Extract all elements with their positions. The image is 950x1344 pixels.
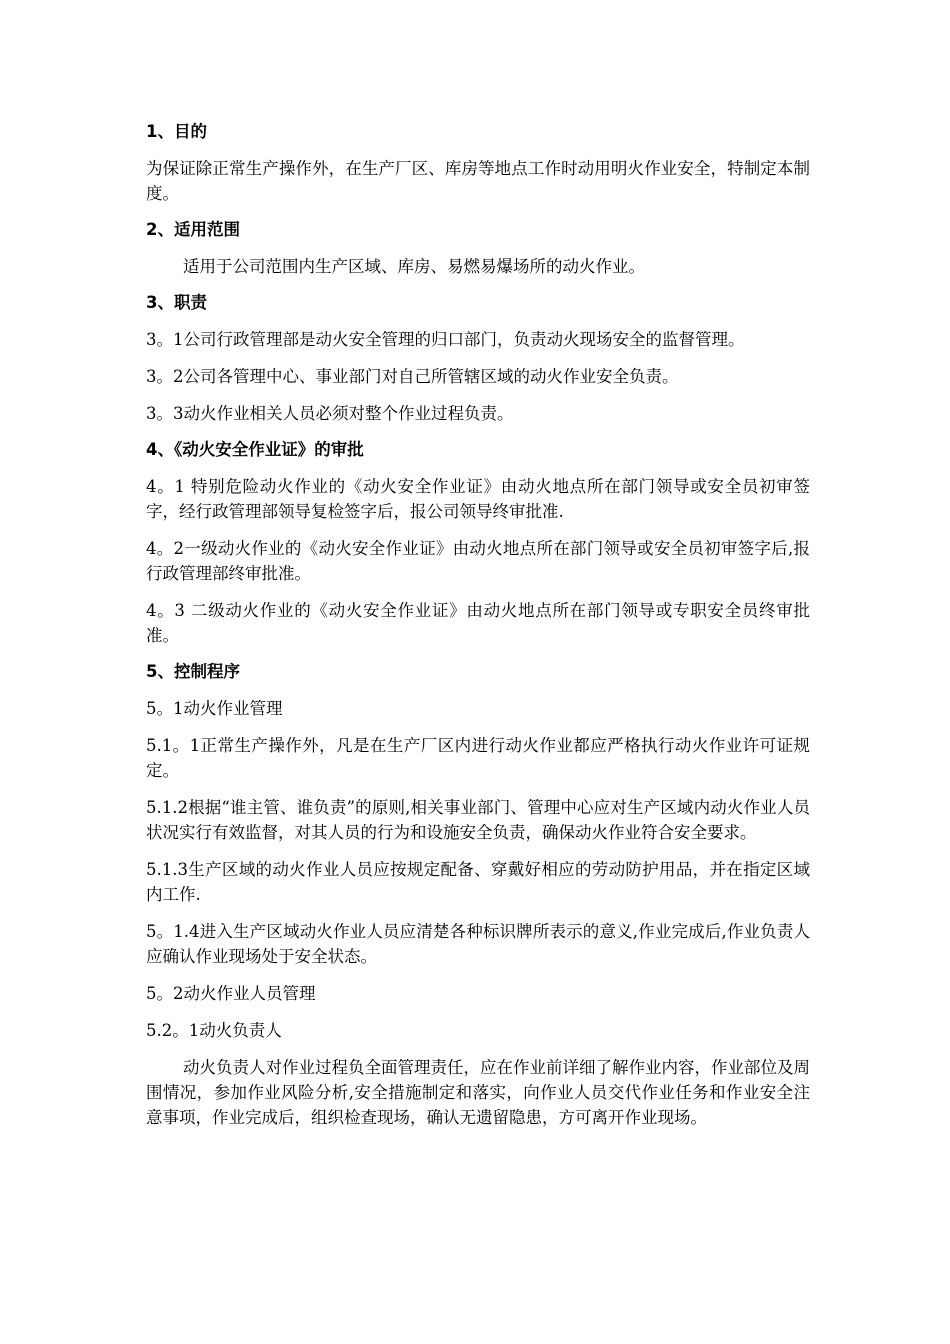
paragraph: 5。2动火作业人员管理 [146, 984, 316, 1003]
paragraph: 5.1.2根据“谁主管、谁负责”的原则,相关事业部门、管理中心应对生产区域内动火作业人员状况实行有效监督，对其人员的行为和设施安全负责，确保动火作业符合安全要求。 [146, 798, 810, 842]
paragraph: 3。3动火作业相关人员必须对整个作业过程负责。 [146, 404, 514, 423]
paragraph: 5.1.3生产区域的动火作业人员应按规定配备、穿戴好相应的劳动防护用品，并在指定区域内工作. [146, 860, 810, 904]
paragraph: 动火负责人对作业过程负全面管理责任，应在作业前详细了解作业内容，作业部位及周围情况，参加作业风险分析,安全措施制定和落实，向作业人员交代作业任务和作业安全注意事项，作业完成后，组织检查现场，确认无遗留隐患，方可离开作业现场。 [146, 1058, 810, 1127]
paragraph: 4。1 特别危险动火作业的《动火安全作业证》由动火地点所在部门领导或安全员初审签字，经行政管理部领导复检签字后，报公司领导终审批准. [146, 477, 810, 521]
paragraph: 为保证除正常生产操作外，在生产厂区、库房等地点工作时动用明火作业安全，特制定本制度。 [146, 159, 810, 203]
paragraph: 5。1.4进入生产区域动火作业人员应清楚各种标识牌所表示的意义,作业完成后,作业负责人应确认作业现场处于安全状态。 [146, 922, 810, 966]
paragraph: 适用于公司范围内生产区域、库房、易燃易爆场所的动火作业。 [183, 257, 645, 276]
document-page [146, 120, 810, 1142]
paragraph: 3。2公司各管理中心、事业部门对自己所管辖区域的动火作业安全负责。 [146, 367, 679, 386]
paragraph: 4。2一级动火作业的《动火安全作业证》由动火地点所在部门领导或安全员初审签字后,报行政管理部终审批准。 [146, 539, 810, 583]
paragraph: 3。1公司行政管理部是动火安全管理的归口部门，负责动火现场安全的监督管理。 [146, 330, 745, 349]
section-heading-approval: 4、《动火安全作业证》的审批 [146, 440, 364, 459]
paragraph: 5.2。1动火负责人 [146, 1021, 282, 1040]
paragraph: 5.1。1正常生产操作外，凡是在生产厂区内进行动火作业都应严格执行动火作业许可证规定。 [146, 736, 810, 780]
section-heading-scope: 2、适用范围 [146, 220, 240, 239]
section-heading-purpose: 1、目的 [146, 122, 207, 141]
section-heading-responsibilities: 3、职责 [146, 293, 207, 312]
section-heading-control-procedure: 5、控制程序 [146, 662, 240, 681]
paragraph: 5。1动火作业管理 [146, 699, 283, 718]
paragraph: 4。3 二级动火作业的《动火安全作业证》由动火地点所在部门领导或专职安全员终审批准。 [146, 601, 810, 645]
